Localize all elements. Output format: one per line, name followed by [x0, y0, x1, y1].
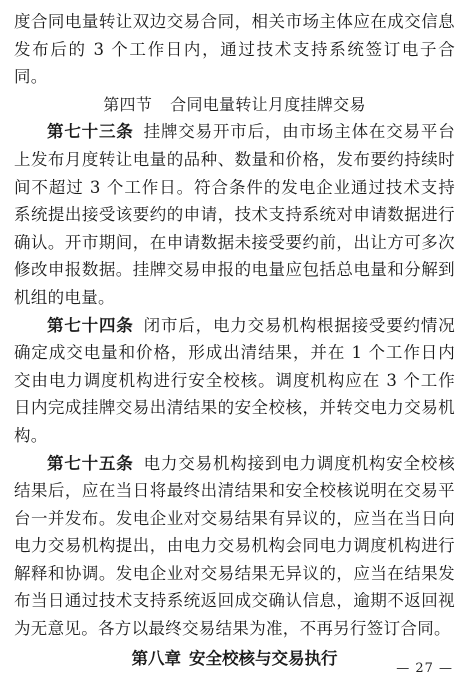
article-74: [14, 312, 455, 450]
article-number: 第七十五条: [47, 453, 134, 473]
article-text: 闭市后，电力交易机构根据接受要约情况确定成交电量和价格，形成出清结果，并在 1 个工作日内交由电力调度机构进行安全校核。调度机构应在 3 个工作日内完成挂牌交易出清结果的安全校核，并转交电力交易机构。: [14, 315, 455, 445]
page-number: — 27 —: [396, 661, 453, 676]
chapter-number: 第八章: [131, 648, 181, 668]
chapter-title: 安全校核与交易执行: [189, 648, 338, 668]
article-text: 电力交易机构接到电力调度机构安全校核结果后，应在当日将最终出清结果和安全校核说明在交易平台一并发布。发电企业对交易结果有异议的，应当在当日向电力交易机构提出，由电力交易机构会同电力调度机构进行解释和协调。发电企业对交易结果无异议的，应当在结果发布当日通过技术支持系统返回成交确认信息，逾期不返回视为无意见。各方以最终交易结果为准，不再另行签订合同。: [14, 453, 455, 639]
section-heading: [14, 91, 455, 119]
article-75: [14, 450, 455, 643]
article-73: [14, 118, 455, 311]
document-page: [14, 8, 455, 672]
section-title: 合同电量转让月度挂牌交易: [170, 94, 366, 114]
chapter-heading: [14, 645, 455, 673]
lead-paragraph: 度合同电量转让双边交易合同，相关市场主体应在成交信息发布后的 3 个工作日内，通过技术支持系统签订电子合同。: [14, 12, 455, 87]
article-number: 第七十四条: [47, 315, 134, 335]
section-number: 第四节: [103, 94, 153, 114]
article-text: 挂牌交易开市后，由市场主体在交易平台上发布月度转让电量的品种、数量和价格，发布要约持续时间不超过 3 个工作日。符合条件的发电企业通过技术支持系统提出接受该要约的申请，技术支持系统对申请数据进行确认。开市期间，在申请数据未接受要约前，出让方可多次修改申报数据。挂牌交易申报的电量应包括总电量和分解到机组的电量。: [14, 122, 455, 307]
article-number: 第七十三条: [47, 122, 134, 142]
